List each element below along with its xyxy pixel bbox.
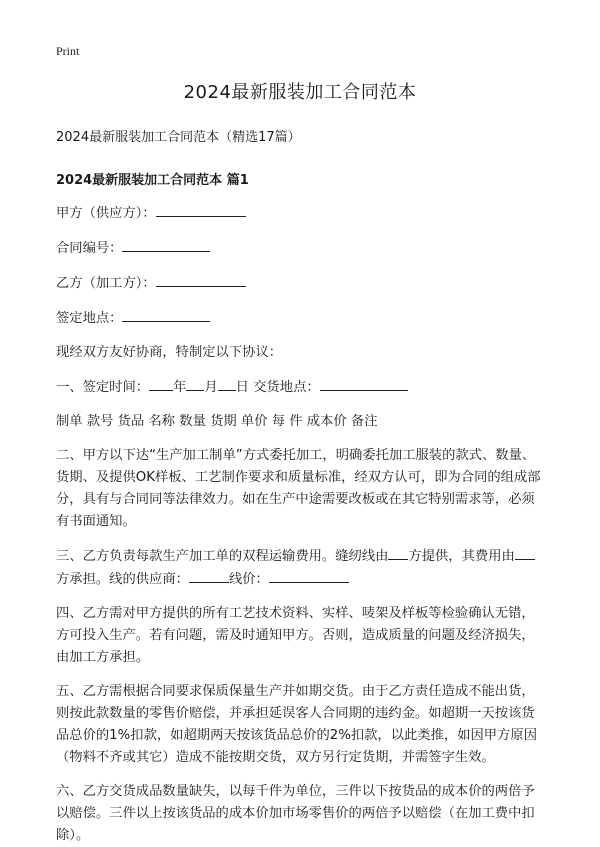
sign-place-line [56,307,544,330]
contract-no-label: 合同编号： [56,241,123,256]
thread-cost-blank [515,545,535,560]
day-text: 日 交货地点： [235,380,320,395]
day-blank [218,376,236,391]
delivery-place-blank [320,376,408,391]
clause-4: 四、乙方需对甲方提供的所有工艺技术资料、实样、唛架及样板等检验确认无错，方可投入生产。若有问题，需及时通知甲方。否则，造成质量的问题及经济损失，由加工方承担。 [56,606,535,665]
clause-3-text-d: 线价： [228,572,269,587]
document-subtitle: 2024最新服装加工合同范本（精选17篇） [56,130,301,145]
contract-no-line [56,237,544,260]
clause-5: 五、乙方需根据合同要求保质保量生产并如期交货。由于乙方责任造成不能出货，则按此款数量的零售价赔偿，并承担延误客人合同期的违约金。如超期一天按该货品总价的1%扣款，如超期两天按该货品总价的2%扣款，以此类推，如因甲方原因（物料不齐或其它）造成不能按期交货，双方另行定货期，并需签字生效。 [56,684,537,765]
party-b-line [56,272,544,295]
party-b-blank [156,272,246,287]
clause-1 [56,376,544,399]
document-title: 2024最新服装加工合同范本 [183,82,417,103]
clause-3-text-b: 方提供，其费用由 [408,549,515,564]
party-a-blank [156,202,246,217]
sign-place-blank [122,307,210,322]
party-a-line [56,202,544,225]
print-label[interactable]: Print [56,44,80,58]
section-heading: 2024最新服装加工合同范本 篇1 [56,173,249,188]
agreement-text: 现经双方友好协商，特制定以下协议： [56,345,283,360]
year-blank [149,376,173,391]
party-b-label: 乙方（加工方）： [56,276,156,291]
clause-1-label: 一、签定时间： [56,380,150,395]
table-header-line: 制单 款号 货品 名称 数量 货期 单价 每 件 成本价 备注 [56,414,378,429]
thread-provider-blank [388,545,408,560]
month-blank [186,376,204,391]
thread-supplier-blank [189,568,229,583]
month-text: 月 [204,380,218,395]
thread-price-blank [269,568,349,583]
clause-3 [56,545,544,591]
sign-place-label: 签定地点： [56,311,123,326]
contract-no-blank [122,237,210,252]
clause-3-text-a: 三、乙方负责每款生产加工单的双程运输费用。缝纫线由 [56,549,389,564]
clause-6: 六、乙方交货成品数量缺失，以每千件为单位，三件以下按货品的成本价的两倍予以赔偿。三件以上按该货品的成本价加市场零售价的两倍予以赔偿（在加工费中扣除）。 [56,784,535,843]
party-a-label: 甲方（供应方）： [56,206,156,221]
clause-3-text-c: 方承担。线的供应商： [56,572,189,587]
clause-2: 二、甲方以下达“生产加工制单”方式委托加工，明确委托加工服装的款式、数量、货期、及提供OK样板、工艺制作要求和质量标准，经双方认可，即为合同的组成部分，具有与合同同等法律效力。如在生产中途需要改板或在其它特别需求等，必须有书面通知。 [56,448,541,529]
year-text: 年 [173,380,187,395]
